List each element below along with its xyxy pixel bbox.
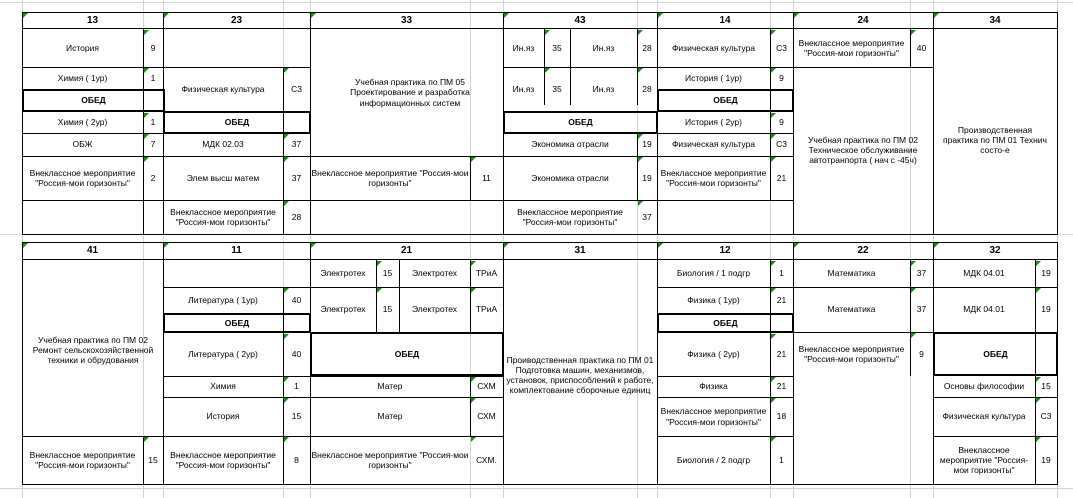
comment-marker: [771, 68, 776, 73]
g12-fiz-room: 21: [776, 381, 787, 392]
comment-marker: [23, 243, 28, 248]
g22-mat-2: Математика: [827, 304, 876, 315]
g11-vnekl: Внеклассное мероприятие "Россия-мои горизонты": [170, 449, 276, 470]
comment-marker: [771, 334, 776, 339]
g14-ist1-room: 9: [779, 72, 784, 83]
comment-marker: [284, 398, 289, 403]
comment-marker: [771, 288, 776, 293]
comment-marker: [771, 437, 776, 442]
comment-marker: [284, 68, 289, 73]
g22-mat-1-room: 37: [916, 268, 927, 279]
g32-osn: Основы философии: [943, 381, 1025, 392]
comment-marker: [377, 261, 382, 266]
g32-fizk-room: С3: [1040, 411, 1052, 422]
g21-el-1b: Электротех: [411, 268, 458, 279]
g14-fizk-1: Физическая культура: [671, 42, 756, 53]
comment-marker: [911, 261, 916, 266]
g43-room-1b: 28: [642, 42, 652, 53]
g21-el-2a-room: 15: [382, 304, 393, 315]
comment-marker: [144, 157, 149, 162]
comment-marker: [471, 261, 476, 266]
g22-vnekl: Внеклассное мероприятие "Россия-мои горизонты": [798, 343, 905, 364]
g13-himiya2-room: 1: [150, 117, 156, 128]
g12-fiz1-room: 21: [776, 294, 787, 305]
g43-inyaz-1a: Ин.яз: [512, 42, 535, 53]
group-header-41: 41: [86, 244, 99, 256]
comment-marker: [1036, 398, 1041, 403]
g21-vnekl: Внеклассное мероприятие "Россия-мои горизонты": [311, 449, 469, 470]
comment-marker: [638, 30, 643, 35]
comment-marker: [471, 157, 476, 162]
comment-marker: [545, 68, 550, 73]
g23-vnekl: Внеклассное мероприятие "Россия-мои горизонты": [170, 206, 276, 227]
g34-praktika: Производственная практика по ПМ 01 Технич состо-е: [943, 124, 1047, 156]
comment-marker: [638, 157, 643, 162]
comment-marker: [284, 134, 289, 139]
group-header-21: 21: [400, 244, 413, 256]
g11-lit2: Литература ( 2ур): [188, 349, 258, 360]
g13-istoriya: История: [66, 42, 99, 53]
group-header-24: 24: [857, 14, 869, 26]
comment-marker: [794, 243, 799, 248]
group-header-14: 14: [719, 14, 731, 26]
g43-ekon-1: Экономика отрасли: [531, 139, 609, 150]
comment-marker: [545, 30, 550, 35]
g43-ekon-2: Экономика отрасли: [531, 172, 609, 183]
g12-fiz2-room: 21: [776, 349, 787, 360]
group-header-12: 12: [719, 244, 731, 256]
g23-fizk: Физическая культура: [181, 83, 265, 94]
comment-marker: [771, 377, 776, 382]
comment-marker: [911, 333, 916, 338]
g14-fizk-2-room: С3: [776, 139, 787, 150]
g12-fiz2: Физика ( 2ур): [687, 349, 740, 360]
comment-marker: [311, 243, 316, 248]
g21-mater-1-room: СХМ: [477, 381, 496, 392]
comment-marker: [771, 261, 776, 266]
g13-obzh-room: 7: [150, 139, 156, 150]
comment-marker: [471, 437, 476, 442]
group-header-13: 13: [86, 14, 99, 26]
g12-bio1-room: 1: [779, 268, 784, 279]
comment-marker: [638, 68, 643, 73]
g13-obed: ОБЕД: [81, 95, 106, 106]
g32-mdk-1-room: 19: [1041, 268, 1051, 279]
group-header-23: 23: [230, 14, 243, 26]
g14-obed: ОБЕД: [713, 95, 738, 106]
group-header-11: 11: [231, 244, 242, 256]
comment-marker: [1036, 437, 1041, 442]
g41-vnekl: Внеклассное мероприятие "Россия-мои горизонты": [29, 449, 136, 470]
g43-obed: ОБЕД: [568, 117, 593, 128]
comment-marker: [471, 398, 476, 403]
comment-marker: [771, 398, 776, 403]
g14-fizk-2: Физическая культура: [671, 139, 756, 150]
g32-fizk: Физическая культура: [942, 411, 1026, 422]
g13-himiya1: Химия ( 1ур): [57, 72, 108, 83]
g12-bio2-room: 1: [779, 454, 784, 465]
comment-marker: [504, 13, 509, 18]
comment-marker: [934, 243, 939, 248]
comment-marker: [771, 30, 776, 35]
g24-praktika: Учебная практика по ПМ 02 Техническое обслуживание автотранпорта ( нач с -45ч): [808, 134, 918, 166]
g43-ekon-1-room: 19: [642, 139, 652, 150]
comment-marker: [1036, 377, 1041, 382]
g31-praktika: Проиводственная практика по ПМ 01 Подготовка машин, механизмов, установок, приспособлений к работе, комплектование сборочные единиц: [506, 354, 654, 396]
comment-marker: [144, 68, 149, 73]
group-header-34: 34: [989, 14, 1001, 26]
g11-himiya: Химия: [210, 381, 236, 392]
group-header-22: 22: [857, 244, 869, 256]
g24-vnekl: Внеклассное мероприятие "Россия-мои горизонты": [798, 37, 905, 58]
g43-room-2b: 28: [642, 83, 652, 94]
g32-mdk-1: МДК 04.01: [963, 268, 1005, 279]
g21-vnekl-room: СХМ.: [476, 454, 497, 465]
g32-obed: ОБЕД: [983, 348, 1008, 359]
g11-lit1-room: 40: [291, 294, 302, 305]
g22-vnekl-room: 9: [919, 348, 924, 359]
comment-marker: [471, 377, 476, 382]
g23-fizk-room: С3: [291, 83, 302, 94]
g21-el-1b-room: ТРиА: [475, 268, 498, 279]
g43-inyaz-2b: Ин.яз: [592, 83, 615, 94]
g23-mdk-room: 37: [291, 139, 302, 150]
comment-marker: [164, 243, 169, 248]
comment-marker: [284, 437, 289, 442]
g43-inyaz-2a: Ин.яз: [512, 83, 535, 94]
g43-vnekl-room: 37: [642, 211, 652, 222]
comment-marker: [144, 134, 149, 139]
g13-vnekl-room: 2: [150, 172, 156, 183]
g12-bio1: Биология / 1 подгр: [676, 268, 751, 279]
comment-marker: [771, 157, 776, 162]
comment-marker: [911, 30, 916, 35]
g23-mdk: МДК 02.03: [202, 139, 244, 150]
g21-mater-2: Матер: [377, 411, 403, 422]
comment-marker: [144, 113, 149, 118]
g11-lit2-room: 40: [291, 349, 302, 360]
comment-marker: [911, 288, 916, 293]
g32-vnekl: Внеклассное мероприятие "Россия-мои горизонты": [939, 444, 1029, 476]
g12-bio2: Биология / 2 подгр: [676, 454, 751, 465]
comment-marker: [144, 437, 149, 442]
g23-obed: ОБЕД: [224, 117, 250, 128]
g21-el-1a-room: 15: [382, 268, 393, 279]
comment-marker: [284, 288, 289, 293]
g12-obed: ОБЕД: [713, 317, 738, 328]
g11-vnekl-room: 8: [294, 454, 299, 465]
g14-vnekl-room: 21: [776, 172, 787, 183]
g11-himiya-room: 1: [294, 381, 299, 392]
comment-marker: [934, 13, 939, 18]
comment-marker: [638, 201, 643, 206]
g24-vnekl-room: 40: [916, 42, 927, 53]
comment-marker: [771, 134, 776, 139]
g21-obed: ОБЕД: [394, 348, 420, 359]
g22-mat-2-room: 37: [916, 304, 927, 315]
g32-vnekl-room: 19: [1041, 454, 1051, 465]
g32-mdk-2-room: 19: [1041, 304, 1051, 315]
comment-marker: [284, 334, 289, 339]
comment-marker: [284, 157, 289, 162]
g43-inyaz-1b: Ин.яз: [592, 42, 615, 53]
g43-ekon-2-room: 19: [642, 172, 652, 183]
g14-vnekl: Внеклассное мероприятие "Россия-мои горизонты": [660, 167, 767, 188]
group-header-33: 33: [400, 14, 413, 26]
comment-marker: [658, 243, 663, 248]
g14-ist2: История ( 2ур): [685, 117, 742, 128]
g43-room-2a: 35: [552, 83, 562, 94]
g21-el-2b: Электротех: [411, 304, 458, 315]
g21-el-2b-room: ТРиА: [475, 304, 498, 315]
comment-marker: [1036, 288, 1041, 293]
comment-marker: [284, 377, 289, 382]
g12-vnekl-room: 18: [776, 411, 787, 422]
g11-istoriya: История: [206, 411, 240, 422]
g12-vnekl: Внеклассное мероприятие "Россия-мои горизонты": [660, 406, 767, 427]
comment-marker: [771, 113, 776, 118]
comment-marker: [311, 13, 316, 18]
g12-fiz: Физика: [699, 381, 728, 392]
comment-marker: [284, 201, 289, 206]
g33-praktika: Учебная практика по ПМ 05 Проектирование и разработка информационных систем: [350, 77, 470, 108]
g14-ist2-room: 9: [779, 117, 784, 128]
comment-marker: [471, 288, 476, 293]
g13-himiya1-room: 1: [150, 72, 156, 83]
g21-el-1a: Электротех: [320, 268, 366, 279]
g23-elem-room: 37: [291, 172, 302, 183]
comment-marker: [638, 134, 643, 139]
group-header-43: 43: [574, 14, 586, 26]
g11-lit1: Литература ( 1ур): [188, 294, 258, 305]
g14-ist1: История ( 1ур): [685, 72, 742, 83]
comment-marker: [377, 288, 382, 293]
g41-vnekl-room: 15: [148, 454, 158, 465]
g13-vnekl: Внеклассное мероприятие "Россия-мои горизонты": [29, 167, 136, 188]
group-header-31: 31: [574, 244, 586, 256]
g41-praktika: Учебная практика по ПМ 02 Ремонт сельскохозяйственной техники и обрудования: [32, 334, 154, 366]
g23-elem: Элем высш матем: [186, 172, 260, 183]
g13-obzh: ОБЖ: [72, 139, 93, 150]
g32-mdk-2: МДК 04.01: [963, 304, 1005, 315]
comment-marker: [164, 13, 169, 18]
comment-marker: [23, 13, 28, 18]
g21-mater-1: Матер: [377, 381, 403, 392]
g21-mater-2-room: СХМ: [477, 411, 496, 422]
comment-marker: [658, 13, 663, 18]
comment-marker: [794, 13, 799, 18]
g12-fiz1: Физика ( 1ур): [687, 294, 740, 305]
group-header-32: 32: [989, 244, 1001, 256]
g33-vnekl: Внеклассное мероприятие "Россия-мои горизонты": [311, 167, 469, 188]
comment-marker: [504, 243, 509, 248]
g21-el-2a: Электротех: [320, 304, 366, 315]
g22-mat-1: Математика: [827, 268, 876, 279]
g14-fizk-1-room: С3: [776, 42, 787, 53]
comment-marker: [144, 30, 149, 35]
g43-room-1a: 35: [552, 42, 562, 53]
comment-marker: [1036, 261, 1041, 266]
g32-osn-room: 15: [1041, 381, 1051, 392]
g13-istoriya-room: 9: [150, 42, 156, 53]
g11-obed: ОБЕД: [224, 317, 250, 328]
g43-vnekl: Внеклассное мероприятие "Россия-мои горизонты": [517, 206, 623, 227]
g23-vnekl-room: 28: [291, 211, 302, 222]
g33-vnekl-room: 11: [482, 172, 491, 183]
g13-himiya2: Химия ( 2ур): [57, 117, 108, 128]
g11-istoriya-room: 15: [291, 411, 302, 422]
